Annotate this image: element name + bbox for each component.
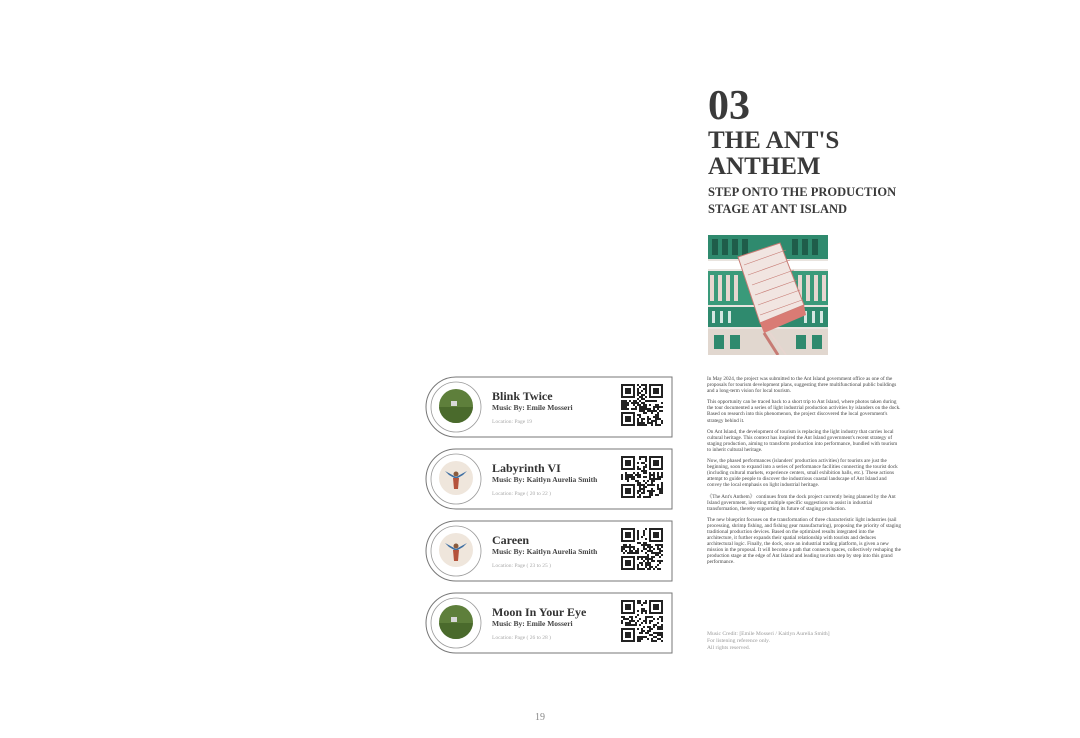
qr-code-icon[interactable] (621, 600, 663, 642)
credit-line: All rights reserved. (707, 645, 751, 651)
paragraph: On Ant Island, the development of tourism is replacing the light industry that carries local cultural heritage. This context has inspired the Ant Island government's recent strategy of staging production, aiming to transform production into performance, bundled with tourism to inherit cultural heritage. (707, 428, 898, 453)
track-location: Location: Page ( 20 to 22 ) (492, 491, 551, 497)
chapter-number: 03 (708, 83, 750, 129)
track-card[interactable] (425, 376, 673, 438)
track-title: Blink Twice (492, 389, 553, 403)
hero-illustration (708, 235, 828, 355)
track-artist: Music By: Emile Mosseri (492, 403, 573, 412)
paragraph: Now, the phased performances (islanders' production activities) for tourists are just the beginning, soon to expand into a series of performance facilities connecting the tourist dock (including cultural markets, experience centers, small exhibition halls, etc.). These actions attempt to guide people to discover the industrious coastal landscape of Ant Island and convey the local emphasis on light industrial heritage. (707, 458, 898, 489)
figure-illustration-thumbnail (439, 533, 473, 567)
track-card[interactable] (425, 592, 673, 654)
track-location: Location: Page 19 (492, 419, 533, 425)
grass-field-thumbnail (439, 389, 473, 423)
track-location: Location: Page ( 26 to 28 ) (492, 635, 551, 641)
credit-line: For listening reference only. (707, 638, 771, 644)
paragraph: 《The Ant's Anthem》 continues from the dock project currently being planned by the Ant Island government, inserting multiple specific suggestions to assist in industrial transformation, thereby supporting its future of staging production. (707, 493, 896, 512)
paragraph: This opportunity can be traced back to a short trip to Ant Island, where photos taken during the tour documented a series of light industrial production activities by islanders on the dock. Based on research into this phenomenon, the project discovered the local government's strategy behind it. (707, 399, 901, 424)
track-artist: Music By: Emile Mosseri (492, 619, 573, 628)
qr-code-icon[interactable] (621, 528, 663, 570)
track-card[interactable] (425, 520, 673, 582)
track-title: Labyrinth VI (492, 461, 561, 475)
track-artist: Music By: Kaitlyn Aurelia Smith (492, 475, 598, 484)
track-title: Careen (492, 533, 530, 547)
figure-illustration-thumbnail (439, 461, 473, 495)
track-artist: Music By: Kaitlyn Aurelia Smith (492, 547, 598, 556)
credit-line: Music Credit: [Emile Mosseri / Kaitlyn Aurelia Smith] (707, 631, 830, 637)
paragraph: The new blueprint focuses on the transformation of three characteristic light industries (sail processing, shrimp fishing, and fishing gear manufacturing), proposing the priority of staging traditional production devices. Based on the optimized results integrated into the architecture, it further expands their spatial relationship with tourists and deduces architectural logic. Finally, the dock, once an industrial trading platform, is given a new mission in the proposal. It will become a path that connects spaces, collectively reshaping the production stage at the edge of Ant Island and leading tourists step by step into this grand performance. (707, 516, 901, 566)
grass-field-thumbnail (439, 605, 473, 639)
track-location: Location: Page ( 23 to 25 ) (492, 563, 551, 569)
track-title: Moon In Your Eye (492, 605, 587, 619)
qr-code-icon[interactable] (621, 456, 663, 498)
qr-code-icon[interactable] (621, 384, 663, 426)
page-number: 19 (535, 712, 545, 723)
paragraph: In May 2024, the project was submitted to the Ant Island government office as one of the proposals for tourism development plans, suggesting three multifunctional public buildings and a long-term vision for local tourism. (707, 376, 897, 395)
track-card[interactable] (425, 448, 673, 510)
music-credits (707, 631, 901, 652)
project-description (707, 376, 901, 571)
chapter-title: THE ANT'S ANTHEM (708, 127, 840, 180)
chapter-subtitle: STEP ONTO THE PRODUCTION STAGE AT ANT ISLAND (708, 185, 897, 216)
